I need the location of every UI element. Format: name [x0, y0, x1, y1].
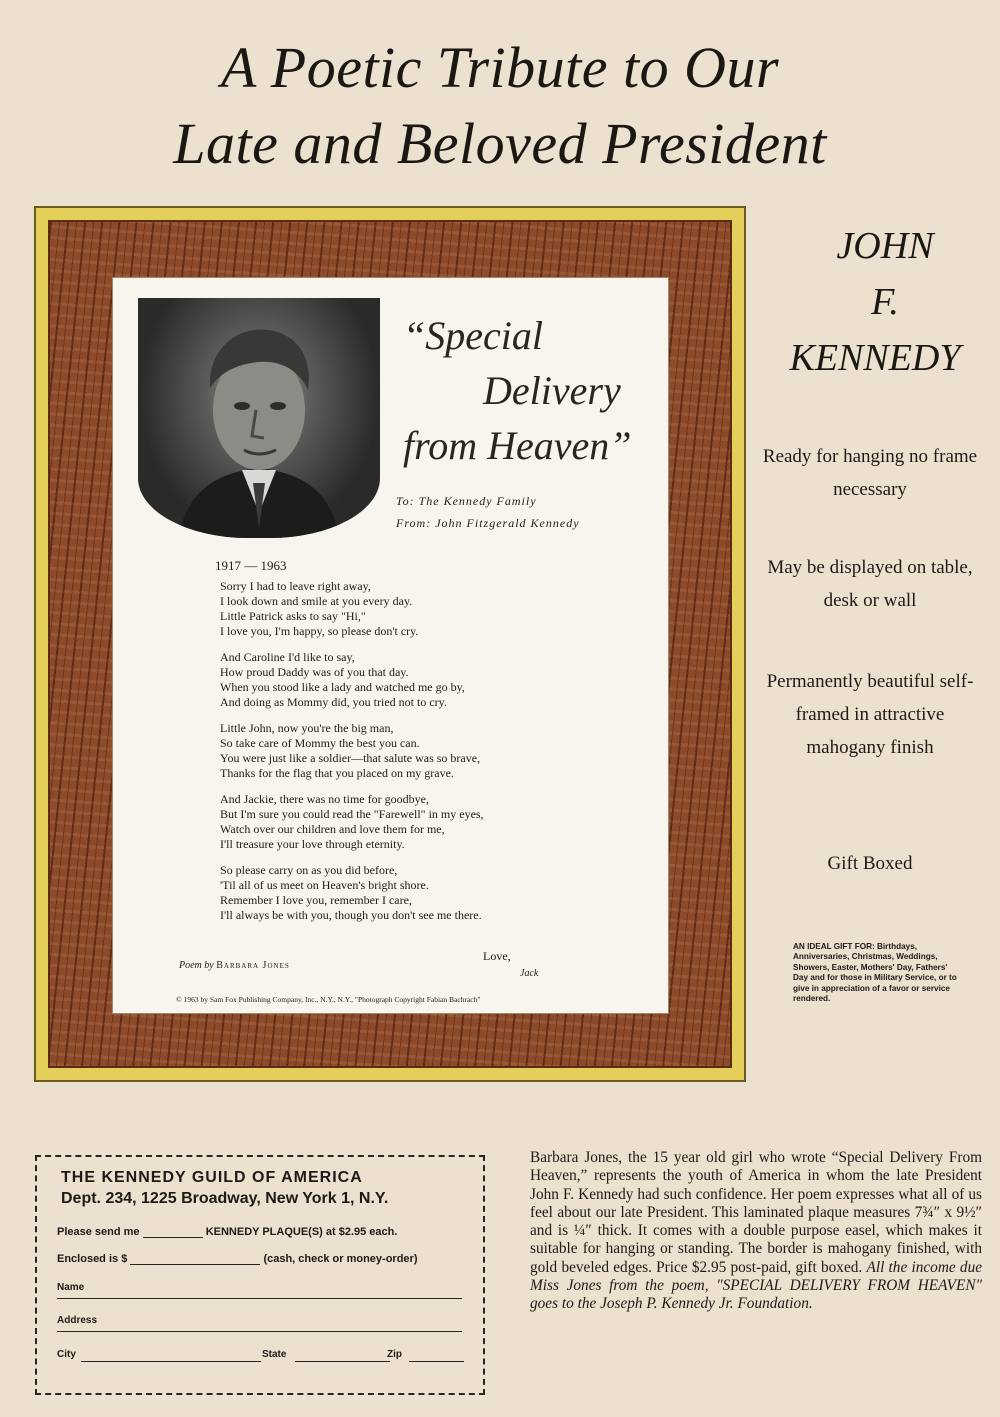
verse-line: Little Patrick asks to say "Hi,"	[220, 609, 366, 623]
feature-finish: Permanently beautiful self-framed in attractive mahogany finish	[766, 671, 974, 758]
stanza	[220, 579, 660, 639]
life-years: 1917 — 1963	[215, 558, 287, 573]
send-prefix: Please send me	[57, 1226, 140, 1238]
city-field[interactable]	[81, 1349, 261, 1362]
verse-line: But I'm sure you could read the "Farewell" in my eyes,	[220, 807, 484, 821]
guild-name: THE KENNEDY GUILD OF AMERICA	[61, 1169, 363, 1186]
portrait-silhouette	[138, 298, 380, 538]
amount-field[interactable]	[130, 1252, 260, 1265]
poem-author: Barbara Jones	[216, 960, 290, 971]
poem-title	[398, 308, 668, 473]
from-line: From: John Fitzgerald Kennedy	[396, 516, 580, 530]
send-suffix: KENNEDY PLAQUE(S) at $2.95 each.	[205, 1226, 398, 1238]
zip-field[interactable]	[409, 1349, 464, 1362]
verse-line: How proud Daddy was of you that day.	[220, 665, 409, 679]
verse-line: I'll always be with you, though you don't see me there.	[220, 908, 482, 922]
kennedy-portrait	[138, 298, 380, 538]
verse-line: Sorry I had to leave right away,	[220, 579, 371, 593]
state-label: State	[262, 1349, 287, 1360]
product-description	[530, 1149, 982, 1314]
president-name	[760, 218, 990, 386]
quantity-line	[57, 1225, 397, 1238]
verse-line: Thanks for the flag that you placed on my grave.	[220, 766, 454, 780]
address-label: Address	[57, 1315, 98, 1326]
feature-hanging: Ready for hanging no frame necessary	[762, 446, 978, 500]
name-label: Name	[57, 1282, 85, 1293]
verse-line: Watch over our children and love them for me,	[220, 822, 445, 836]
to-line: To: The Kennedy Family	[396, 494, 537, 508]
verse-line: I look down and smile at you every day.	[220, 594, 413, 608]
payment-line	[57, 1252, 418, 1265]
ideal-gift-text: AN IDEAL GIFT FOR: Birthdays, Anniversaries, Christmas, Weddings, Showers, Easter, Mothers' Day, Fathers' Day and for those in Military Service, or to give in appreciation of a favor or service rendered.	[793, 942, 957, 1004]
verse-line: You were just like a soldier—that salute was so brave,	[220, 751, 481, 765]
poem-title-line-2: Delivery	[483, 368, 621, 413]
stanza	[220, 721, 660, 781]
poem-credit	[179, 960, 290, 971]
verse-line: I'll treasure your love through eternity.	[220, 837, 405, 851]
guild-address: Dept. 234, 1225 Broadway, New York 1, N.Y.	[61, 1190, 389, 1207]
verse-line: And Caroline I'd like to say,	[220, 650, 355, 664]
name-field[interactable]	[57, 1282, 462, 1299]
headline-line-1: A Poetic Tribute to Our	[220, 35, 780, 100]
feature-display: May be displayed on table, desk or wall	[767, 557, 973, 611]
city-label: City	[57, 1349, 76, 1360]
verse-line: Little John, now you're the big man,	[220, 721, 394, 735]
verse-line: And doing as Mommy did, you tried not to cry.	[220, 695, 447, 709]
name-line-2: F.	[871, 281, 899, 323]
stanza	[220, 863, 660, 923]
stanza	[220, 650, 660, 710]
verse-line: So take care of Mommy the best you can.	[220, 736, 420, 750]
closing: Love,	[483, 949, 511, 963]
quantity-field[interactable]	[143, 1225, 203, 1238]
address-field[interactable]	[57, 1315, 462, 1332]
city-state-zip-row	[57, 1349, 467, 1365]
enclosed-prefix: Enclosed is $	[57, 1253, 128, 1265]
enclosed-suffix: (cash, check or money-order)	[263, 1253, 418, 1265]
poem-verses	[220, 579, 660, 934]
verse-line: I love you, I'm happy, so please don't cry.	[220, 624, 419, 638]
verse-line: Remember I love you, remember I care,	[220, 893, 412, 907]
stanza	[220, 792, 660, 852]
poem-title-line-1: “Special	[403, 313, 543, 358]
name-line-1: JOHN	[836, 225, 934, 267]
poem-by-label: Poem by	[179, 960, 214, 971]
order-coupon[interactable]	[35, 1155, 485, 1395]
plaque-paper	[112, 277, 669, 1014]
plaque-frame	[34, 206, 746, 1082]
verse-line: 'Til all of us meet on Heaven's bright shore.	[220, 878, 429, 892]
poem-title-line-3: from Heaven”	[403, 423, 632, 468]
description-text: Barbara Jones, the 15 year old girl who wrote “Special Delivery From Heaven,” represents the youth of America in whom the late President John F. Kennedy had such confidence. Her poem expresses what all of us feel about our late President. This laminated plaque measures 7¾″ x 9½″ and is ¼″ thick. It comes with a double purpose easel, which makes it suitable for hanging or standing. The border is mahogany finished, with gold beveled edges. Price $2.95 post-paid, gift boxed.	[530, 1149, 982, 1276]
name-line-3: KENNEDY	[789, 337, 961, 379]
copyright-line: © 1963 by Sam Fox Publishing Company, Inc., N.Y., N.Y., "Photograph Copyright Fabian Bachrach"	[176, 995, 481, 1004]
verse-line: When you stood like a lady and watched me go by,	[220, 680, 465, 694]
signature: Jack	[520, 968, 539, 979]
state-field[interactable]	[295, 1349, 390, 1362]
feature-gift-boxed: Gift Boxed	[827, 853, 913, 874]
verse-line: And Jackie, there was no time for goodbye,	[220, 792, 429, 806]
zip-label: Zip	[387, 1349, 402, 1360]
description-italic: All the income due Miss Jones from the poem, "SPECIAL DELIVERY FROM HEAVEN" goes to the Joseph P. Kennedy Jr. Foundation.	[530, 1258, 983, 1313]
headline-line-2: Late and Beloved President	[173, 111, 827, 176]
verse-line: So please carry on as you did before,	[220, 863, 398, 877]
mahogany-border	[48, 220, 732, 1068]
